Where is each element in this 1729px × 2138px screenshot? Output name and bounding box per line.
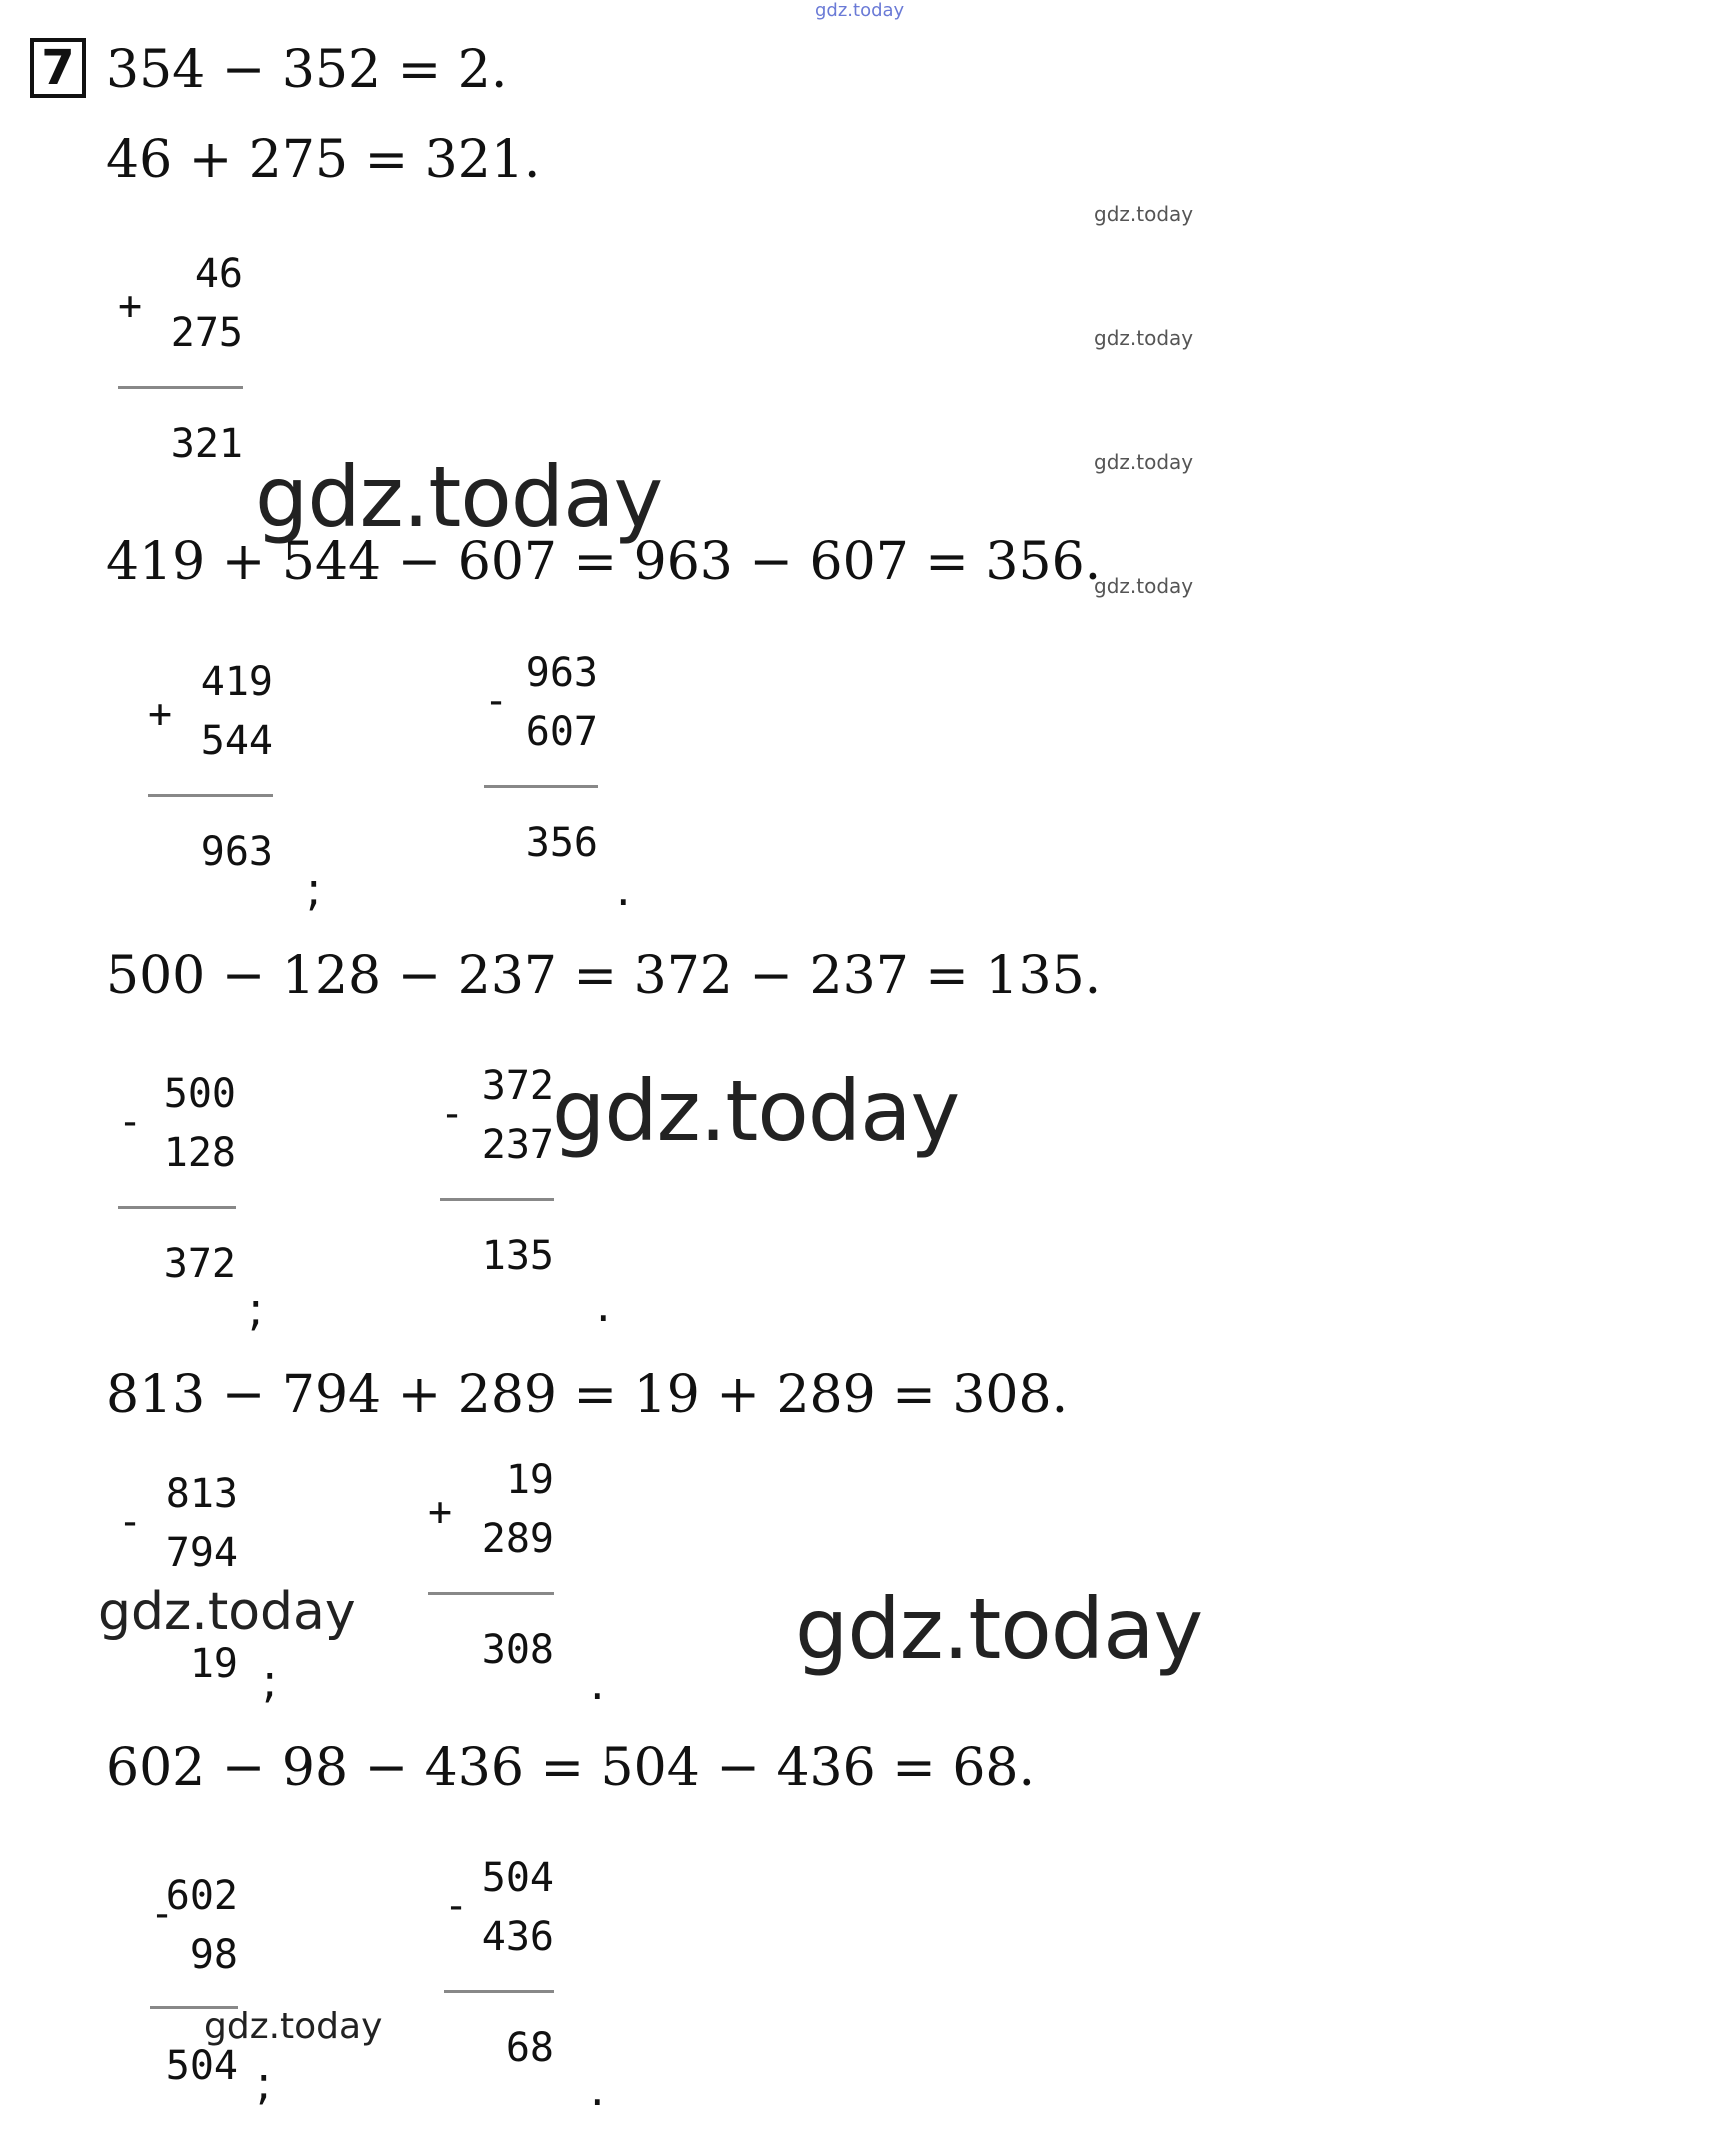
separator-period: . — [596, 1278, 611, 1332]
column-bottom: 794 — [165, 1530, 238, 1576]
operator-sign: - — [118, 1499, 143, 1545]
column-top: 46 — [194, 251, 243, 297]
column-result: 963 — [200, 829, 273, 875]
column-bottom: 607 — [525, 709, 598, 755]
separator-period: . — [590, 1656, 605, 1710]
column-calc-1 — [118, 246, 243, 476]
column-calc-2 — [148, 654, 273, 884]
watermark-large: gdz.today — [255, 448, 663, 546]
column-result: 308 — [481, 1627, 554, 1673]
watermark-medium: gdz.today — [98, 1582, 356, 1642]
watermark-top: gdz.today — [815, 0, 905, 21]
column-calc-7 — [428, 1452, 554, 1682]
column-top: 813 — [165, 1471, 238, 1517]
equation-6: 602 − 98 − 436 = 504 − 436 = 68. — [106, 1738, 1036, 1798]
result-line — [118, 386, 243, 389]
watermark-small: gdz.today — [1094, 450, 1194, 474]
column-bottom: 289 — [481, 1516, 554, 1562]
operator-sign: + — [148, 691, 173, 737]
separator-semicolon: ; — [256, 2056, 272, 2110]
column-bottom: 544 — [200, 718, 273, 764]
watermark-small: gdz.today — [1094, 326, 1194, 350]
column-bottom: 98 — [189, 1932, 238, 1978]
column-calc-4 — [118, 1066, 236, 1296]
watermark-large: gdz.today — [552, 1062, 960, 1160]
result-line — [428, 1592, 554, 1595]
column-result: 19 — [189, 1641, 238, 1687]
column-bottom: 237 — [481, 1122, 554, 1168]
separator-semicolon: ; — [262, 1654, 278, 1708]
result-line — [444, 1990, 554, 1993]
column-result: 372 — [163, 1241, 236, 1287]
column-result: 356 — [525, 820, 598, 866]
column-result: 504 — [165, 2043, 238, 2089]
column-bottom: 275 — [170, 310, 243, 356]
column-calc-9 — [444, 1850, 554, 2080]
column-top: 602 — [165, 1873, 238, 1919]
column-top: 19 — [505, 1457, 554, 1503]
column-top: 419 — [200, 659, 273, 705]
column-top: 500 — [163, 1071, 236, 1117]
equation-1: 354 − 352 = 2. — [106, 40, 508, 100]
equation-2: 46 + 275 = 321. — [106, 130, 541, 190]
column-result: 135 — [481, 1233, 554, 1279]
column-bottom: 436 — [481, 1914, 554, 1960]
result-line — [148, 794, 273, 797]
watermark-large: gdz.today — [795, 1580, 1203, 1678]
column-calc-6 — [118, 1466, 238, 1696]
column-top: 504 — [481, 1855, 554, 1901]
separator-period: . — [616, 862, 631, 916]
equation-3: 419 + 544 − 607 = 963 − 607 = 356. — [106, 532, 1102, 592]
operator-sign: + — [428, 1489, 453, 1535]
column-top: 963 — [525, 650, 598, 696]
column-top: 372 — [481, 1063, 554, 1109]
separator-semicolon: ; — [248, 1282, 264, 1336]
result-line — [440, 1198, 554, 1201]
column-result: 321 — [170, 421, 243, 467]
column-calc-3 — [484, 645, 598, 875]
result-line — [484, 785, 598, 788]
task-number-box: 7 — [30, 38, 86, 98]
watermark-small: gdz.today — [1094, 202, 1194, 226]
operator-sign: - — [150, 1891, 175, 1937]
result-line — [118, 1206, 236, 1209]
operator-sign: + — [118, 283, 143, 329]
column-calc-8 — [150, 1868, 238, 2098]
watermark-small: gdz.today — [1094, 574, 1194, 598]
operator-sign: - — [444, 1883, 469, 1929]
operator-sign: - — [440, 1091, 465, 1137]
column-bottom: 128 — [163, 1130, 236, 1176]
watermark-medium: gdz.today — [204, 2006, 383, 2047]
column-calc-5 — [440, 1058, 554, 1288]
column-result: 68 — [505, 2025, 554, 2071]
separator-semicolon: ; — [306, 862, 322, 916]
operator-sign: - — [484, 678, 509, 724]
operator-sign: - — [118, 1099, 143, 1145]
separator-period: . — [590, 2062, 605, 2116]
equation-4: 500 − 128 − 237 = 372 − 237 = 135. — [106, 946, 1102, 1006]
equation-5: 813 − 794 + 289 = 19 + 289 = 308. — [106, 1365, 1069, 1425]
